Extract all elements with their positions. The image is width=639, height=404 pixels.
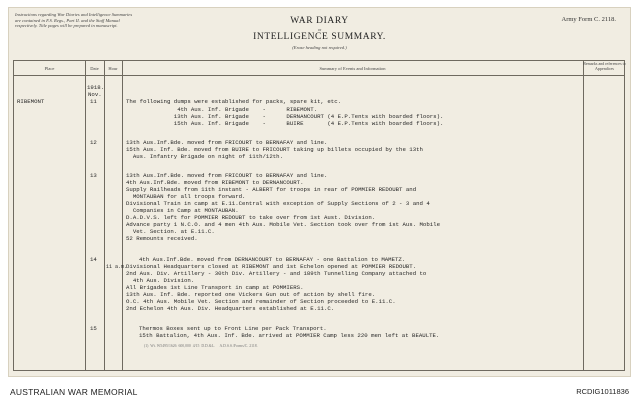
form-title: WAR DIARY: [290, 16, 349, 26]
entry-line: 52 Remounts received.: [126, 235, 198, 242]
column-header-summary: Summary of Events and Information: [319, 66, 386, 71]
entry-line: Divisional Train in camp at E.11.Central with exception of Supply Sections of 2 - 3 and 4: [126, 200, 430, 207]
entry-line: 15th Aus. Inf. Brigade - BUIRE (4 E.P.Tents with boarded floors).: [126, 120, 444, 127]
entry-line: Aus. Infantry Brigade on night of 11th/12th.: [126, 153, 284, 160]
entry-line: 13th Aus.Inf.Bde. moved from FRICOURT to BERNAFAY and line.: [126, 172, 328, 179]
hour-cell: 11 a.m.: [106, 264, 128, 270]
column-divider: [104, 61, 105, 370]
date-cell: 12: [90, 139, 97, 146]
column-header-remarks: Remarks and references to Appendices: [583, 61, 626, 71]
column-header-hour: Hour: [108, 66, 118, 71]
date-cell: 15: [90, 325, 97, 332]
entry-line: 4th Aus. Division.: [126, 277, 195, 284]
column-divider: [85, 61, 86, 370]
date-cell: 14: [90, 256, 97, 263]
form-title-or: or: [317, 27, 322, 32]
entry-line: Supply Railheads from 11th instant - ALBERT for troops in rear of POMMIER REDOUBT and: [126, 186, 417, 193]
entry-line: D.A.D.V.S. left for POMMIER REDOUBT to take over from 1st Aust. Division.: [126, 214, 376, 221]
archive-credit: AUSTRALIAN WAR MEMORIAL: [10, 387, 138, 397]
entry-line: 4th Aus.Inf.Bde. moved from DERNANCOURT to BERNAFAY - one Battalion to MAMETZ.: [139, 256, 406, 263]
entry-line: O.C. 4th Aus. Mobile Vet. Section and remainder of Section proceeded to E.11.C.: [126, 298, 396, 305]
column-header-place: Place: [44, 66, 55, 71]
column-divider: [583, 61, 584, 370]
entry-line: 2nd Aus. Div. Artillery - 30th Div. Artillery - and 189th Tunnelling Company attached to: [126, 270, 427, 277]
entry-line: 4th Aus. Inf. Brigade - RIBEMONT.: [126, 106, 318, 113]
entry-line: 15th Aus. Inf. Bde. moved from BUIRE to FRICOURT taking up billets occupied by the 13th: [126, 146, 423, 153]
printer-mark: (1) Wt. W5495/1626 600,000 4/15 D.D.&L. A.D.S.S./Forms/C. 2118.: [144, 344, 258, 348]
entry-line: 13th Aus.Inf.Bde. moved from FRICOURT to BERNAFAY and line.: [126, 139, 328, 146]
entry-line: Divisional Headquarters closed at RIBEMONT and 1st Echelon opened at POMMIER REDOUBT.: [126, 263, 417, 270]
place-cell: RIBEMONT: [17, 98, 45, 105]
entry-line: All Brigades 1st Line Transport in camp at POMMIERS.: [126, 284, 304, 291]
entry-line: 13th Aus. Inf. Brigade - DERNANCOURT (4 E.P.Tents with boarded floors).: [126, 113, 444, 120]
diary-table: [13, 60, 625, 371]
erase-note: (Erase heading not required.): [292, 45, 347, 50]
entry-line: Advance party 1 N.C.O. and 4 men 4th Aus. Mobile Vet. Section took over from 1st Aus. Mobile: [126, 221, 441, 228]
war-diary-page: [8, 7, 631, 377]
entry-line: MONTAUBAN for all troops forward.: [126, 193, 246, 200]
instructions-note: Instructions regarding War Diaries and Intelligence Summaries are contained in F.S. Regs., Part II. and the Staff Manual respectively. Title pages will be prepared in manuscript.: [15, 12, 133, 29]
record-id: RCDIG1011836: [576, 387, 629, 396]
entry-line: Thermos Boxes sent up to Front Line per Pack Transport.: [139, 325, 327, 332]
header-rule: [14, 75, 624, 76]
column-divider: [122, 61, 123, 370]
entry-line: 4th Aus.Inf.Bde. moved from RIBEMONT to DERNANCOURT.: [126, 179, 304, 186]
date-cell: 13: [90, 172, 97, 179]
entry-line: Vet. Section. at E.11.C.: [126, 228, 215, 235]
month-cell: Nov.: [88, 91, 102, 98]
entry-line: 15th Battalion, 4th Aus. Inf. Bde. arrived at POMMIER Camp less 220 men left at BEAULTE.: [139, 332, 440, 339]
year-cell: 1918.: [87, 84, 105, 91]
entry-line: The following dumps were established for packs, spare kit, etc.: [126, 98, 342, 105]
entry-line: 2nd Echelon 4th Aus. Div. Headquarters established at E.11.C.: [126, 305, 335, 312]
army-form-number: Army Form C. 2118.: [561, 16, 616, 23]
column-header-date: Date: [90, 66, 99, 71]
date-cell: 11: [90, 98, 97, 105]
entry-line: Companies in Camp at MONTAUBAN.: [126, 207, 239, 214]
form-subtitle: INTELLIGENCE SUMMARY.: [253, 32, 386, 42]
entry-line: 13th Aus. Inf. Bde. reported one Vickers Gun out of action by shell fire.: [126, 291, 376, 298]
